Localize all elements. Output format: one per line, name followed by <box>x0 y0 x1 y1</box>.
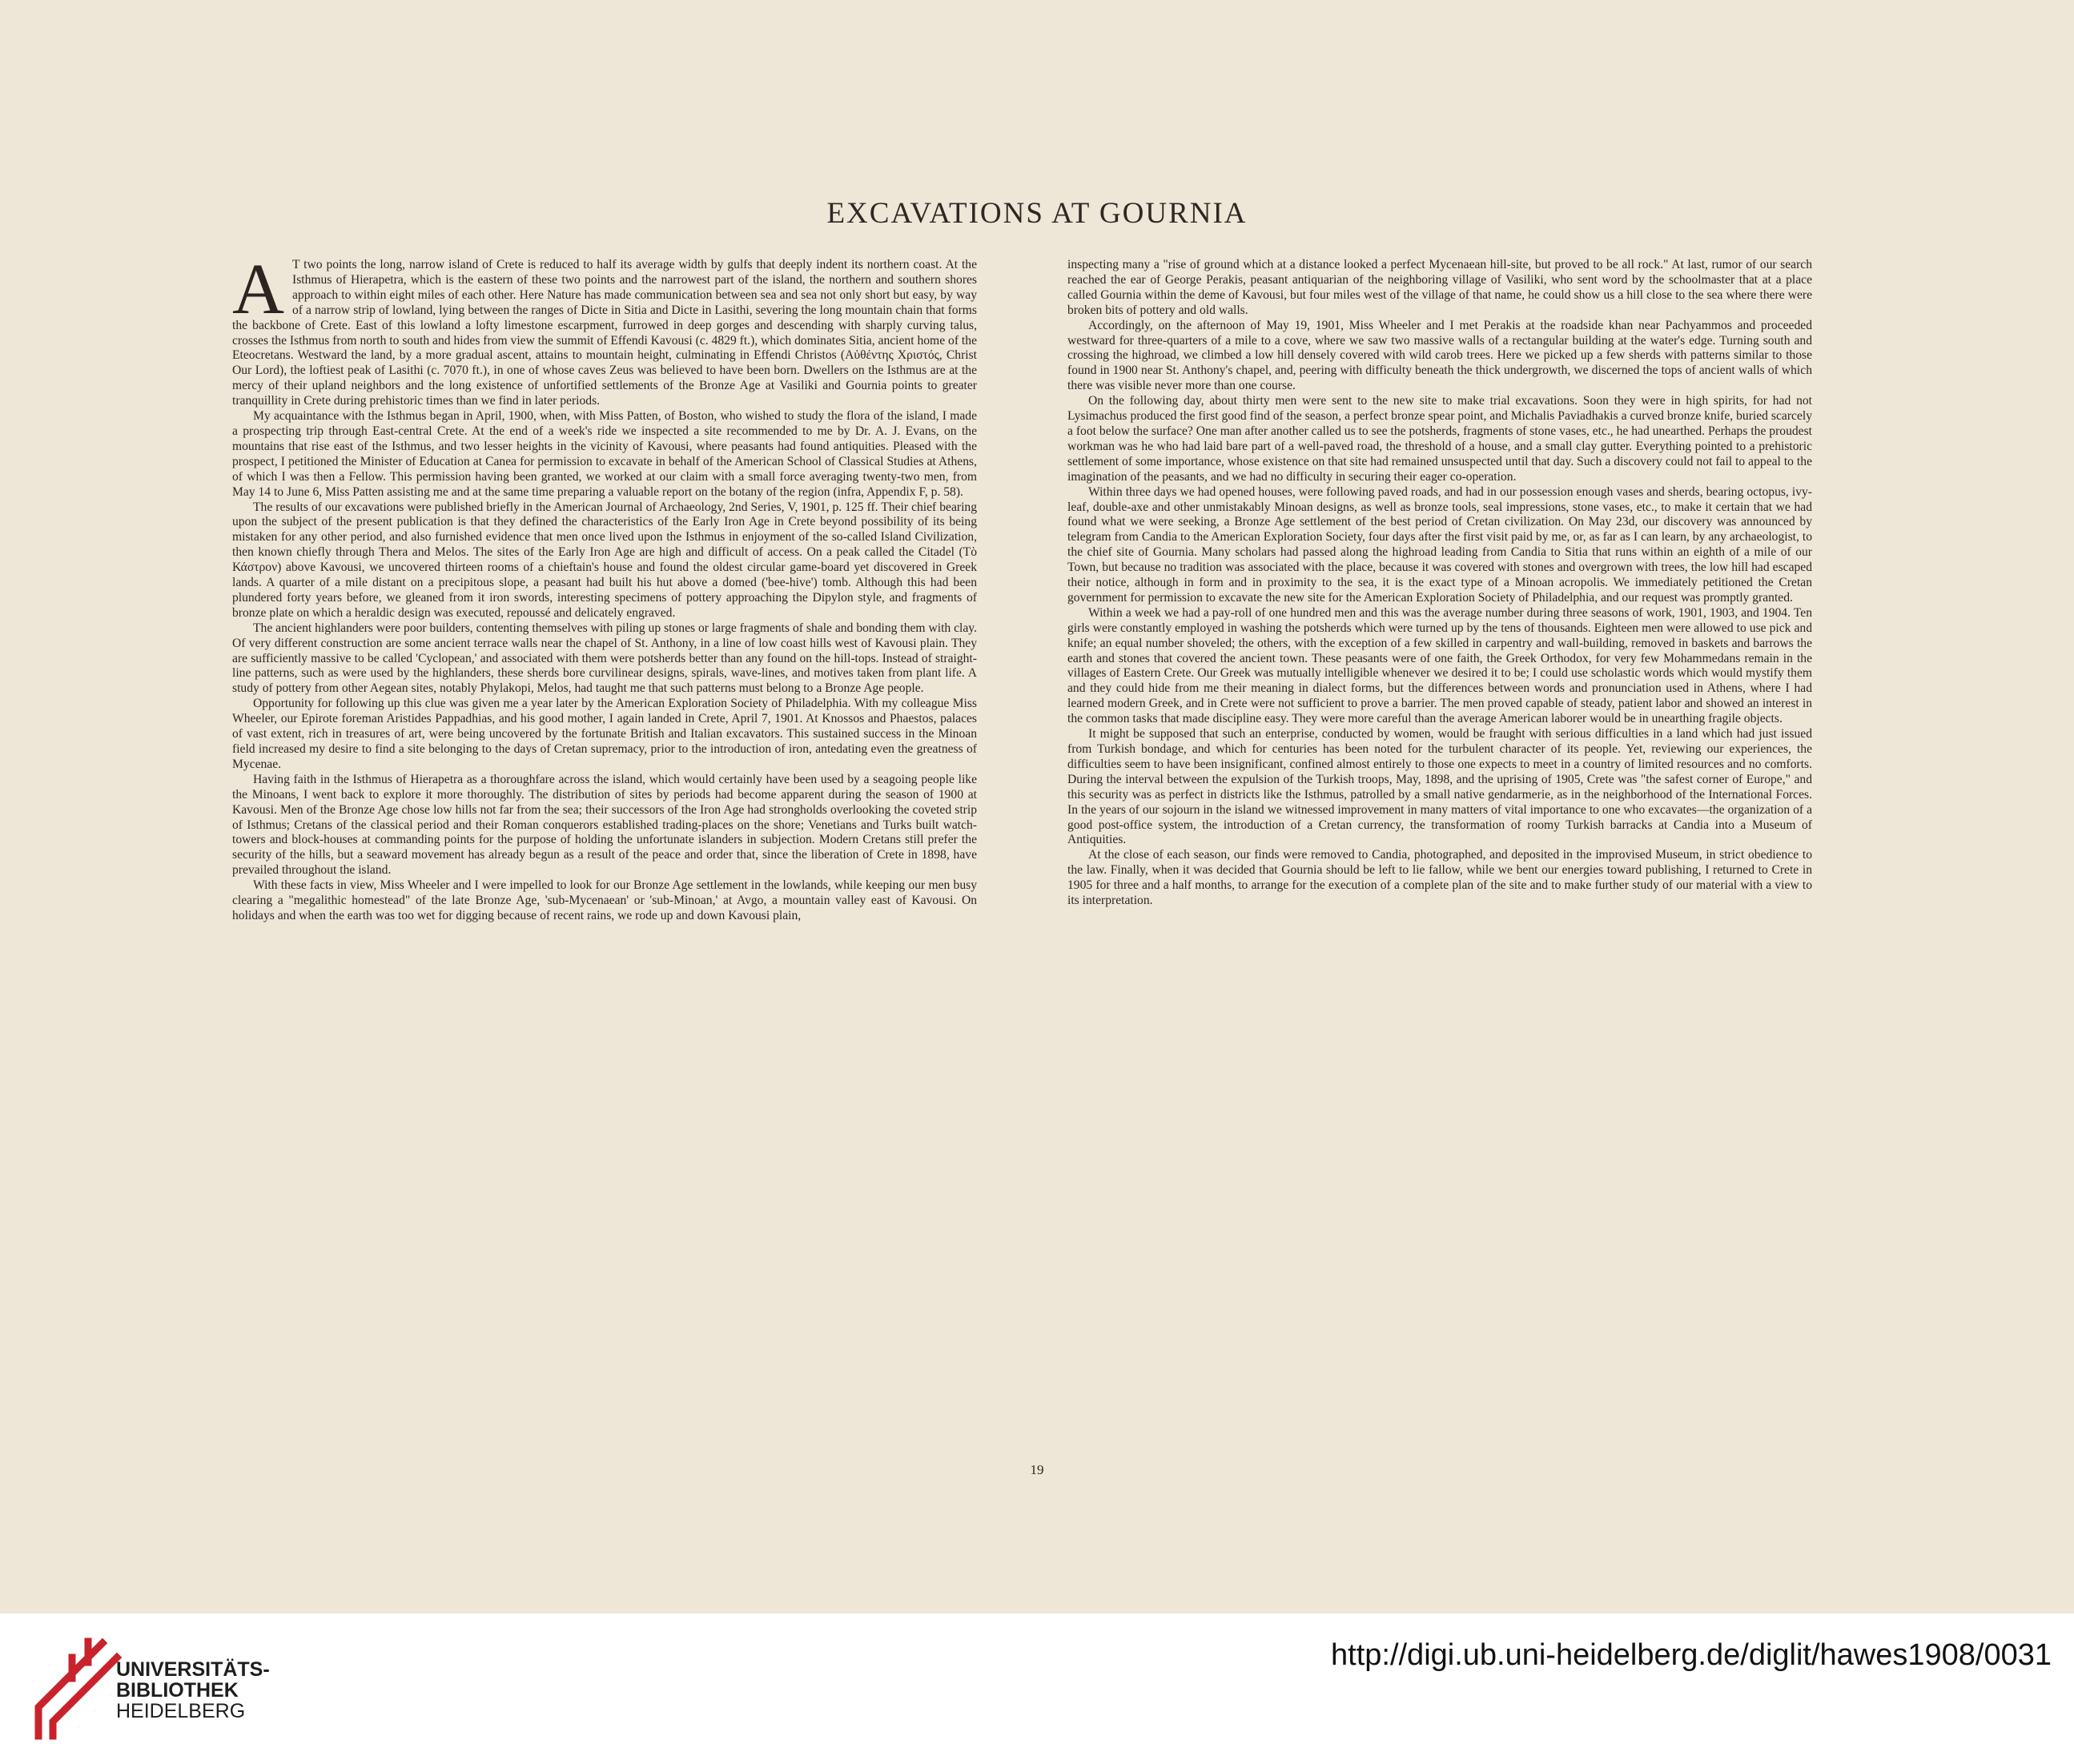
paragraph: At the close of each season, our finds were removed to Candia, photographed, and deposited in the improvised Museum, in strict obedience to the law. Finally, when it was decided that Gournia should be left to lie fallow, while we bent our energies toward publishing, I returned to Crete in 1905 for three and a half months, to arrange for the execution of a complete plan of the site and to make further study of our material with a view to its interpretation. <box>1067 848 1812 908</box>
paragraph: A T two points the long, narrow island of Crete is reduced to half its average width by gulfs that deeply indent its northern coast. At the Isthmus of Hierapetra, which is the eastern of these two points and the narrowest part of the island, the northern and southern shores approach to within eight miles of each other. Here Nature has made communication between sea and sea not only short but easy, by way of a narrow strip of lowland, lying between the ranges of Dicte in Sitia and Dicte in Lasithi, severing the long mountain chain that forms the backbone of Crete. East of this lowland a lofty limestone escarpment, furrowed in deep gorges and descending with sharply curving talus, crosses the Isthmus from north to south and hides from view the summit of Effendi Kavousi (c. 4829 ft.), which dominates Sitia, ancient home of the Eteocretans. Westward the land, by a more gradual ascent, attains to mountain height, culminating in Effendi Christos (Αὐθέντης Χριστός, Christ Our Lord), the loftiest peak of Lasithi (c. 7070 ft.), in one of whose caves Zeus was believed to have been born. Dwellers on the Isthmus are at the mercy of their upland neighbors and the long existence of unfortified settlements of the Bronze Age at Vasiliki and Gournia points to greater tranquillity in Crete during prehistoric times than we find in later periods. <box>232 250 977 408</box>
paragraph: It might be supposed that such an enterprise, conducted by women, would be fraught with serious difficulties in a land which had just issued from Turkish bondage, and which for centuries has been noted for the turbulent character of its people. Yet, reviewing our experiences, the difficulties seem to have been insignificant, confined almost entirely to those one expects to meet in a country of limited resources and no comforts. During the interval between the expulsion of the Turkish troops, May, 1898, and the uprising of 1905, Crete was "the safest corner of Europe," and this security was as perfect in districts like the Isthmus, patrolled by a small native gendarmerie, as in the neighborhood of the International Forces. In the years of our sojourn in the island we witnessed improvement in many matters of vital importance to one who excavates—the organization of a good post-office system, the introduction of a Cretan currency, the transformation of roomy Turkish barracks at Candia into a Museum of Antiquities. <box>1067 727 1812 847</box>
paragraph: Accordingly, on the afternoon of May 19, 1901, Miss Wheeler and I met Perakis at the roadside khan near Pachyammos and proceeded westward for three-quarters of a mile to a cove, where we saw two massive walls of a rectangular building at the water's edge. Turning south and crossing the highroad, we climbed a low hill densely covered with wild carob trees. Here we picked up a few sherds with patterns similar to those found in 1900 near St. Anthony's chapel, and, peering with difficulty beneath the thick undergrowth, we discerned the tops of ancient walls of which there was visible never more than one course. <box>1067 318 1812 393</box>
paragraph: inspecting many a "rise of ground which at a distance looked a perfect Mycenaean hill-site, but proved to be all rock." At last, rumor of our search reached the ear of George Perakis, peasant antiquarian of the neighboring village of Vasiliki, who sent word by the schoolmaster that at a place called Gournia within the deme of Kavousi, but four miles west of the village of that name, he could show us a hill close to the sea where there were broken bits of pottery and old walls. <box>1067 258 1812 317</box>
footer-bar <box>0 1613 2074 1764</box>
paragraph: With these facts in view, Miss Wheeler and I were impelled to look for our Bronze Age settlement in the lowlands, while keeping our men busy clearing a "megalithic homestead" of the late Bronze Age, 'sub-Mycenaean' or 'sub-Minoan,' at Avgo, a mountain valley east of Kavousi. On holidays and when the earth was too wet for digging because of recent rains, we rode up and down Kavousi plain, <box>232 878 977 922</box>
paragraph: Having faith in the Isthmus of Hierapetra as a thoroughfare across the island, which would certainly have been used by a seagoing people like the Minoans, I went back to explore it more thoroughly. The distribution of sites by periods had become apparent during the season of 1900 at Kavousi. Men of the Bronze Age chose low hills not far from the sea; their successors of the Iron Age had strongholds overlooking the coveted strip of Isthmus; Cretans of the classical period and their Roman conquerors established trading-places on the shore; Venetians and Turks built watch-towers and block-houses at commanding points for the purpose of holding the unfortunate islanders in subjection. Modern Cretans still prefer the security of the hills, but a seaward movement has already begun as a result of the peace and order that, since the liberation of Crete in 1898, have prevailed throughout the island. <box>232 772 977 878</box>
paragraph: Within a week we had a pay-roll of one hundred men and this was the average number during three seasons of work, 1901, 1903, and 1904. Ten girls were constantly employed in washing the potsherds which were turned up by the tens of thousands. Eighteen men were allowed to use pick and knife; an equal number shoveled; the others, with the exception of a few skilled in carpentry and wall-building, removed in baskets and barrows the earth and stones that covered the ancient town. These peasants were of one faith, the Greek Orthodox, for very few Mohammedans remain in the villages of Eastern Crete. Our Greek was mutually intelligible whenever we desired it to be; I could use scholastic words which would mystify them and they could hide from me their meaning in dialect forms, but the differences between words and pronunciation used in Athens, where I had learned modern Greek, and in Crete were not sufficient to prove a barrier. The men proved capable of steady, patient labor and showed an interest in the common tasks that made discipline easy. They were more careful than the average American laborer would be in unearthing fragile objects. <box>1067 605 1812 726</box>
paragraph: My acquaintance with the Isthmus began in April, 1900, when, with Miss Patten, of Boston, who wished to study the flora of the island, I made a prospecting trip through East-central Crete. At the end of a week's ride we inspected a site recommended to me by Dr. A. J. Evans, on the mountains that rise east of the Isthmus, and two lesser heights in the vicinity of Kavousi, where peasants had found antiquities. Pleased with the prospect, I petitioned the Minister of Education at Canea for permission to excavate in behalf of the American School of Classical Studies at Athens, of which I was then a Fellow. This permission having been granted, we worked at our claim with a small force averaging twenty-two men, from May 14 to June 6, Miss Patten assisting me and at the same time preparing a valuable report on the botany of the region (infra, Appendix F, p. 58). <box>232 409 977 499</box>
page-number: 19 <box>1030 1462 1044 1477</box>
library-name-line: HEIDELBERG <box>116 1700 246 1722</box>
paragraph: The results of our excavations were published briefly in the American Journal of Archaeology, 2nd Series, V, 1901, p. 125 ff. Their chief bearing upon the subject of the present publication is that they defined the characteristics of the Early Iron Age in Crete beyond possibility of its being mistaken for any other period, and also furnished evidence that men once lived upon the Isthmus in enjoyment of the so-called Island Civilization, then known chiefly through Thera and Melos. The sites of the Early Iron Age are high and difficult of access. On a peak called the Citadel (Τὸ Κάστρον) above Kavousi, we uncovered thirteen rooms of a chieftain's house and found the oldest circular game-board yet discovered in Greek lands. A quarter of a mile distant on a precipitous slope, a peasant had built his hut above a domed ('bee-hive') tomb. Although this had been plundered forty years before, we gleaned from it iron swords, interesting specimens of pottery approaching the Dipylon style, and fragments of bronze plate on which a heraldic design was executed, repoussé and delicately engraved. <box>232 500 977 620</box>
source-url-link[interactable]: http://digi.ub.uni-heidelberg.de/diglit/hawes1908/0031 <box>1331 1638 2052 1672</box>
left-column <box>232 250 977 924</box>
library-name-line: BIBLIOTHEK <box>116 1679 239 1702</box>
paragraph: Within three days we had opened houses, were following paved roads, and had in our possession enough vases and sherds, bearing octopus, ivy-leaf, double-axe and other unmistakably Minoan designs, as well as bronze tools, seal impressions, stone vases, etc., to make it certain that we had found what we were seeking, a Bronze Age settlement of the best period of Cretan civilization. On May 23d, our discovery was announced by telegram from Candia to the American Exploration Society, four days after the first visit paid by me, or, as far as I can learn, by any archaeologist, to the chief site of Gournia. Many scholars had passed along the highroad leading from Candia to Sitia that runs within an eighth of a mile of our Town, but because no tradition was associated with the place, because it was covered with stones and overgrown with trees, the low hill had escaped their notice, although in form and in proximity to the sea, it is the exact type of a Minoan acropolis. We immediately petitioned the Cretan government for permission to excavate the new site for the American Exploration Society of Philadelphia, and our request was promptly granted. <box>1067 484 1812 605</box>
paragraph: On the following day, about thirty men were sent to the new site to make trial excavations. Soon they were in high spirits, for had not Lysimachus produced the first good find of the season, a perfect bronze spear point, and Michalis Paviadhakis a curved bronze knife, buried scarcely a foot below the surface? One man after another called us to see the potsherds, fragments of stone vases, etc., he had unearthed. Perhaps the proudest workman was he who had laid bare part of a well-paved road, the threshold of a house, and a small clay gutter. Everything pointed to a prehistoric settlement of some importance, whose existence on that site had remained unsuspected until that day. Such a discovery could not fail to appeal to the imagination of the peasants, and we had no difficulty in securing their eager co-operation. <box>1067 394 1812 484</box>
library-logo-icon <box>22 1633 127 1742</box>
paragraph: Opportunity for following up this clue was given me a year later by the American Exploration Society of Philadelphia. With my colleague Miss Wheeler, our Epirote foreman Aristides Pappadhias, and his good mother, I again landed in Crete, April 7, 1901. At Knossos and Phaestos, palaces of vast extent, rich in treasures of art, were being uncovered by the fortunate British and Italian excavators. This sustained success in the Minoan field increased my desire to find a site belonging to the days of Cretan supremacy, prior to the introduction of iron, antedating even the greatness of Mycenae. <box>232 697 977 771</box>
library-name-line: UNIVERSITÄTS- <box>116 1658 270 1681</box>
library-name <box>116 1659 270 1722</box>
right-column <box>1067 258 1812 909</box>
drop-cap: A <box>232 250 284 329</box>
paragraph: The ancient highlanders were poor builders, contenting themselves with piling up stones or large fragments of shale and bonding them with clay. Of very different construction are some ancient terrace walls near the chapel of St. Anthony, in a line of low coast hills west of Kavousi plain. They are sufficiently massive to be called 'Cyclopean,' and associated with them were potsherds better than any found on the hill-tops. Instead of straight-line patterns, such as were used by the highlanders, these sherds bore curvilinear designs, spirals, wave-lines, and motives taken from plant life. A study of pottery from other Aegean sites, notably Phylakopi, Melos, had taught me that such patterns must belong to a Bronze Age people. <box>232 621 977 696</box>
page-title: EXCAVATIONS AT GOURNIA <box>826 197 1248 230</box>
